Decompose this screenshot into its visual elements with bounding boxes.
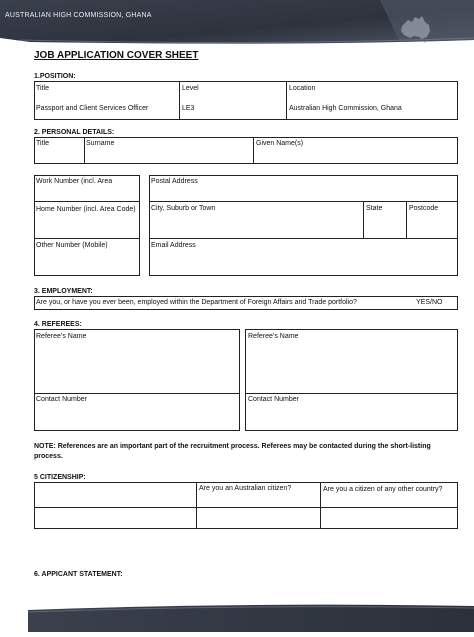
position-level-label: Level [182,85,199,92]
position-location-label: Location [289,85,316,92]
position-location-value: Australian High Commission, Ghana [289,105,402,112]
employment-yes-no: YES/NO [416,299,443,306]
email-label: Email Address [151,242,196,249]
position-title-value: Passport and Client Services Officer [36,105,149,112]
name-divider-1 [84,137,85,164]
referee-2-name-label: Referee’s Name [248,333,299,340]
footer-banner [0,600,474,632]
referee-2-contact-label: Contact Number [248,396,299,403]
address-col-divider-2 [406,201,407,238]
australian-citizen-question: Are you an Australian citizen? [199,485,292,492]
position-divider-2 [286,81,287,120]
header-org-name: AUSTRALIAN HIGH COMMISSION, GHANA [5,12,152,19]
other-citizenship-question: Are you a citizen of any other country? [323,486,443,493]
document-title: JOB APPLICATION COVER SHEET [34,50,199,61]
address-row-divider-2 [149,238,458,239]
referee-1-contact-label: Contact Number [36,396,87,403]
name-divider-2 [253,137,254,164]
position-table [34,81,458,120]
referee-2-divider [245,393,458,394]
statement-heading: 6. APPICANT STATEMENT: [34,571,123,578]
referee-2-table [245,329,458,431]
address-row-divider-1 [149,201,458,202]
header-banner [0,0,474,46]
personal-title-label: Title [36,140,49,147]
position-level-value: LE3 [182,105,195,112]
position-heading: 1.POSITION: [34,73,76,80]
phone-numbers-table [34,175,140,276]
referee-1-divider [34,393,240,394]
referees-heading: 4. REFEREES: [34,321,82,328]
australia-map-icon [398,14,434,44]
citizenship-heading: 5 CITIZENSHIP: [34,474,86,481]
employment-question: Are you, or have you ever been, employed within the Department of Foreign Affairs and Trade portfolio? [36,299,357,306]
address-table [149,175,458,276]
given-names-label: Given Name(s) [256,140,304,147]
work-number-label: Work Number (incl. Area [36,178,113,185]
state-label: State [366,205,383,212]
referee-1-name-label: Referee’s Name [36,333,87,340]
other-number-label: Other Number (Mobile) [36,242,108,249]
citizenship-col-divider-1 [196,482,197,529]
postcode-label: Postcode [409,205,439,212]
employment-heading: 3. EMPLOYMENT: [34,288,93,295]
phone-row-divider-2 [34,238,140,239]
city-label: City, Suburb or Town [151,205,216,212]
surname-label: Surname [86,140,115,147]
references-note: NOTE: References are an important part of the recruitment process. Referees may be contacted during the short-listing process. [34,443,431,460]
personal-heading: 2. PERSONAL DETAILS: [34,129,115,136]
footer-background [0,600,474,632]
home-number-label: Home Number (incl. Area Code) [36,206,136,213]
position-title-label: Title [36,85,49,92]
position-divider-1 [179,81,180,120]
citizenship-col-divider-2 [320,482,321,529]
referee-1-table [34,329,240,431]
postal-address-label: Postal Address [151,178,198,185]
citizenship-row-divider [34,507,458,508]
phone-row-divider-1 [34,201,140,202]
address-col-divider-1 [363,201,364,238]
